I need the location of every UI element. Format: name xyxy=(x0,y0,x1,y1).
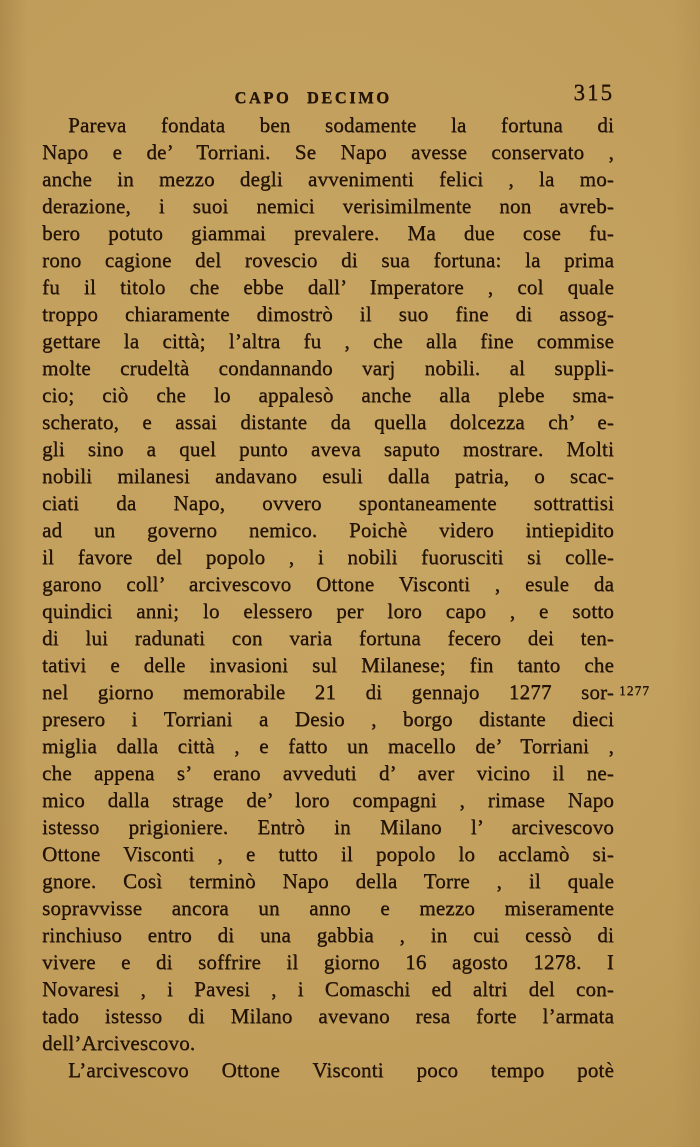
text-line: L’arcivescovo Ottone Visconti poco tempo potè xyxy=(68,1058,614,1082)
text-line: sopravvisse ancora un anno e mezzo miseramente xyxy=(42,896,614,920)
text-line: derazione, i suoi nemici verisimilmente non avreb- xyxy=(42,194,614,218)
chapter-heading: CAPO DECIMO xyxy=(234,88,392,107)
text-line: bero potuto giammai prevalere. Ma due cose fu- xyxy=(42,221,614,245)
page-header xyxy=(42,80,614,110)
text-line: Napo e de’ Torriani. Se Napo avesse conservato , xyxy=(42,140,614,164)
text-line: dell’Arcivescovo. xyxy=(42,1031,196,1055)
text-line: scherato, e assai distante da quella dolcezza ch’ e- xyxy=(42,410,614,434)
text-line: fu il titolo che ebbe dall’ Imperatore , col quale xyxy=(42,275,614,299)
text-line: miglia dalla città , e fatto un macello de’ Torriani , xyxy=(42,734,614,758)
text-line: ad un governo nemico. Poichè videro intiepidito xyxy=(42,518,614,542)
page-number: 315 xyxy=(573,80,614,105)
text-line: istesso prigioniere. Entrò in Milano l’ arcivescovo xyxy=(42,815,614,839)
text-line: gnore. Così terminò Napo della Torre , il quale xyxy=(42,869,614,893)
text-line: di lui radunati con varia fortuna fecero dei ten- xyxy=(42,626,614,650)
text-line: ciati da Napo, ovvero spontaneamente sottrattisi xyxy=(42,491,614,515)
text-line: tado istesso di Milano avevano resa forte l’armata xyxy=(42,1004,614,1028)
text-line: Ottone Visconti , e tutto il popolo lo acclamò si- xyxy=(42,842,614,866)
text-line: mico dalla strage de’ loro compagni , rimase Napo xyxy=(42,788,614,812)
text-line: troppo chiaramente dimostrò il suo fine di assog- xyxy=(42,302,614,326)
text-line: che appena s’ erano avveduti d’ aver vicino il ne- xyxy=(42,761,614,785)
margin-note-year: 1277 xyxy=(619,683,650,698)
text-line: gettare la città; l’altra fu , che alla fine commise xyxy=(42,329,614,353)
body-text xyxy=(42,112,614,1084)
text-line: presero i Torriani a Desio , borgo distante dieci xyxy=(42,707,614,731)
text-line: garono coll’ arcivescovo Ottone Visconti , esule da xyxy=(42,572,614,596)
page-body xyxy=(42,112,650,1084)
text-line: il favore del popolo , i nobili fuorusciti si colle- xyxy=(42,545,614,569)
text-line: vivere e di soffrire il giorno 16 agosto 1278. I xyxy=(42,950,614,974)
text-line: Novaresi , i Pavesi , i Comaschi ed altri del con- xyxy=(42,977,614,1001)
text-line: anche in mezzo degli avvenimenti felici , la mo- xyxy=(42,167,614,191)
text-line: nobili milanesi andavano esuli dalla patria, o scac- xyxy=(42,464,614,488)
text-line: gli sino a quel punto aveva saputo mostrare. Molti xyxy=(42,437,614,461)
text-line: rinchiuso entro di una gabbia , in cui cessò di xyxy=(42,923,614,947)
text-line: Pareva fondata ben sodamente la fortuna di xyxy=(68,113,614,137)
text-line: nel giorno memorabile 21 di gennajo 1277 sor- xyxy=(42,680,614,704)
text-line: cio; ciò che lo appalesò anche alla plebe sma- xyxy=(42,383,614,407)
text-line: quindici anni; lo elessero per loro capo , e sotto xyxy=(42,599,614,623)
text-line: tativi e delle invasioni sul Milanese; fin tanto che xyxy=(42,653,614,677)
text-line: rono cagione del rovescio di sua fortuna: la prima xyxy=(42,248,614,272)
text-line: molte crudeltà condannando varj nobili. al suppli- xyxy=(42,356,614,380)
